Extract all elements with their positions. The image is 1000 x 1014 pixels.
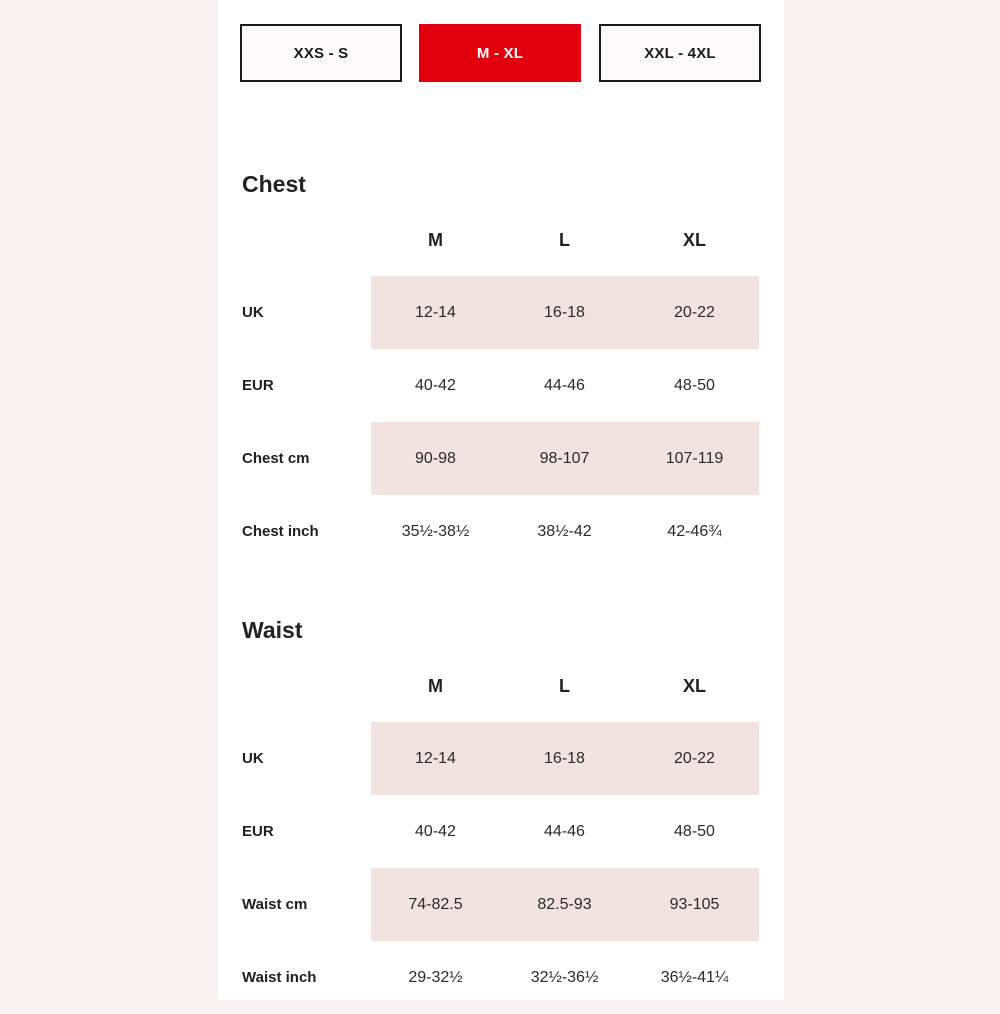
column-header-l: L <box>559 675 570 696</box>
size-guide-panel <box>218 0 784 1000</box>
table-cell: 35½-38½ <box>401 522 470 540</box>
chest-size-table <box>242 210 760 568</box>
table-row <box>242 495 760 568</box>
table-cell: 82.5-93 <box>537 895 592 913</box>
table-cell: 107-119 <box>665 449 724 467</box>
column-header-m: M <box>428 229 443 250</box>
row-label: Chest cm <box>242 450 310 467</box>
column-header-xl: XL <box>682 675 706 696</box>
row-label: UK <box>242 304 264 321</box>
table-row <box>242 722 760 795</box>
size-range-tabs <box>240 24 761 82</box>
table-cell: 16-18 <box>544 749 585 767</box>
column-header-xl: XL <box>682 229 706 250</box>
table-cell: 36½-41¼ <box>660 968 729 986</box>
row-label: UK <box>242 750 264 767</box>
chest-section-title: Chest <box>242 171 306 197</box>
table-header-row <box>242 656 760 716</box>
table-cell: 12-14 <box>415 749 456 767</box>
row-label: Waist inch <box>242 969 317 986</box>
table-cell: 48-50 <box>674 822 715 840</box>
row-label: Waist cm <box>242 896 308 913</box>
tab-xxs-s[interactable]: XXS - S <box>240 24 402 82</box>
table-row <box>242 422 760 495</box>
table-cell: 16-18 <box>544 303 585 321</box>
row-label: Chest inch <box>242 523 319 540</box>
table-cell: 93-105 <box>669 895 720 913</box>
table-cell: 44-46 <box>544 376 585 394</box>
table-row <box>242 868 760 941</box>
table-cell: 29-32½ <box>408 968 463 986</box>
table-cell: 12-14 <box>415 303 456 321</box>
table-cell: 20-22 <box>674 303 715 321</box>
column-header-l: L <box>559 229 570 250</box>
row-label: EUR <box>242 377 274 394</box>
table-cell: 90-98 <box>415 449 456 467</box>
table-row <box>242 276 760 349</box>
row-label: EUR <box>242 823 274 840</box>
table-cell: 98-107 <box>539 449 590 467</box>
table-cell: 20-22 <box>674 749 715 767</box>
table-cell: 40-42 <box>415 376 456 394</box>
table-header-row <box>242 210 760 270</box>
table-cell: 38½-42 <box>537 522 592 540</box>
table-cell: 74-82.5 <box>408 895 463 913</box>
table-row <box>242 941 760 1014</box>
table-row <box>242 349 760 422</box>
tab-m-xl[interactable]: M - XL <box>419 24 581 82</box>
waist-size-table <box>242 656 760 1014</box>
tab-xxl-4xl[interactable]: XXL - 4XL <box>599 24 761 82</box>
table-cell: 42-46¾ <box>667 522 722 540</box>
table-cell: 48-50 <box>674 376 715 394</box>
waist-section-title: Waist <box>242 617 303 643</box>
column-header-m: M <box>428 675 443 696</box>
table-row <box>242 795 760 868</box>
table-cell: 32½-36½ <box>530 968 599 986</box>
table-cell: 40-42 <box>415 822 456 840</box>
table-cell: 44-46 <box>544 822 585 840</box>
